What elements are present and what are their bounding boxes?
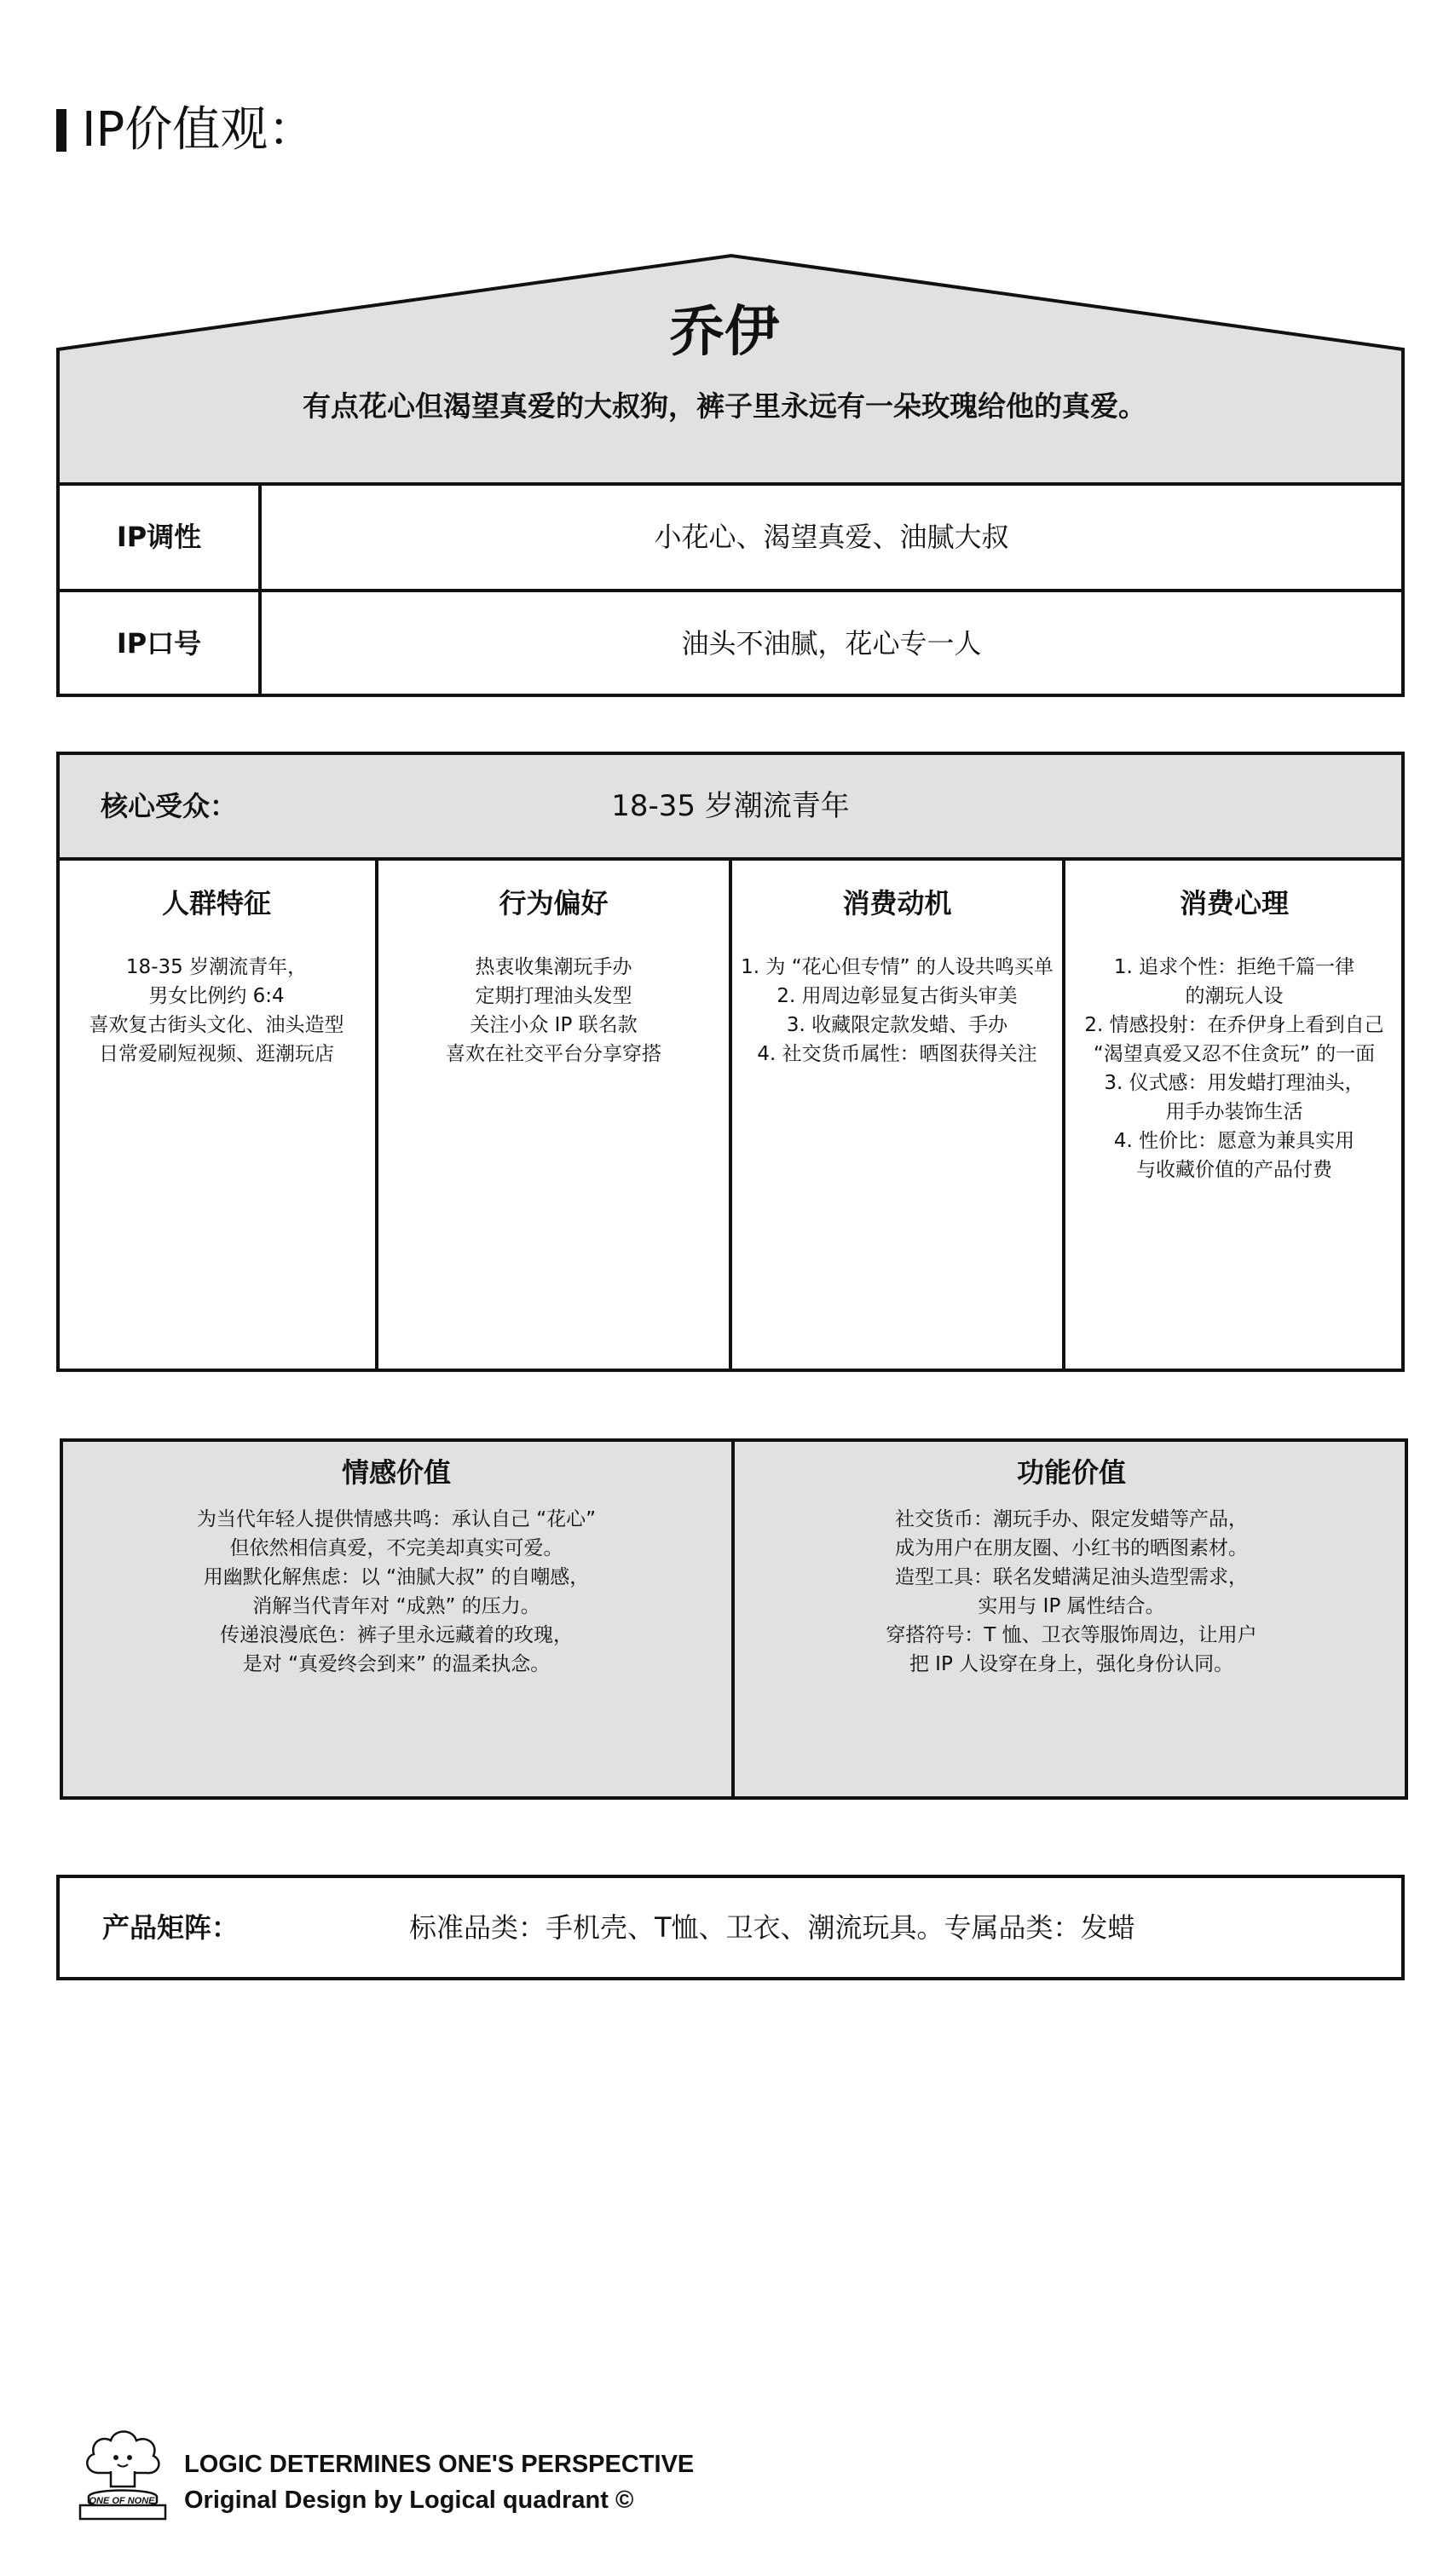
column-title: 行为偏好 bbox=[499, 887, 609, 919]
column-title: 消费动机 bbox=[842, 887, 952, 919]
column-divider bbox=[729, 857, 732, 1372]
brand-logo-icon bbox=[73, 2423, 172, 2526]
column-text: 热衷收集潮玩手办 定期打理油头发型 关注小众 IP 联名款 喜欢在社交平台分享穿搭 bbox=[446, 956, 661, 1065]
product-matrix-label: 产品矩阵： bbox=[102, 1911, 240, 1944]
ip-slogan-label: IP口号 bbox=[116, 627, 202, 660]
column-text: 18-35 岁潮流青年， 男女比例约 6:4 喜欢复古街头文化、油头造型 日常爱刷短视频、逛潮玩店 bbox=[89, 956, 344, 1065]
emotional-value-title: 情感价值 bbox=[341, 1456, 451, 1489]
product-matrix-value: 标准品类：手机壳、T恤、卫衣、潮流玩具。专属品类：发蜡 bbox=[409, 1911, 1135, 1944]
audience-value: 18-35 岁潮流青年 bbox=[611, 789, 850, 823]
ip-slogan: 有点花心但渴望真爱的大叔狗，裤子里永远有一朵玫瑰给他的真爱。 bbox=[303, 389, 1146, 423]
column-text: 1. 为 “花心但专情” 的人设共鸣买单 2. 用周边彰显复古街头审美 3. 收藏限定款发蜡、手办 4. 社交货币属性：晒图获得关注 bbox=[741, 956, 1054, 1065]
brand-logo-text: ONE OF NONE bbox=[89, 2496, 155, 2506]
ip-roof-fill bbox=[58, 256, 1403, 484]
column-title: 人群特征 bbox=[161, 887, 271, 919]
functional-value-title: 功能价值 bbox=[1016, 1456, 1126, 1489]
emotional-value-text: 为当代年轻人提供情感共鸣：承认自己 “花心” 但依然相信真爱，不完美却真实可爱。 用幽默化解焦虑：以 “油腻大叔” 的自嘲感， 消解当代青年对 “成熟” 的压力。 传递浪漫底色：裤子里永远藏着的玫瑰， 是对 “真爱终会到来” 的温柔执念。 bbox=[196, 1508, 597, 1675]
page-heading: IP价值观： bbox=[82, 102, 316, 158]
audience-label: 核心受众： bbox=[101, 790, 238, 822]
ip-name: 乔伊 bbox=[670, 301, 779, 364]
footer-credit: Original Design by Logical quadrant © bbox=[184, 2487, 634, 2514]
functional-value-text: 社交货币：潮玩手办、限定发蜡等产品， 成为用户在朋友圈、小红书的晒图素材。 造型工具：联名发蜡满足油头造型需求， 实用与 IP 属性结合。 穿搭符号：T 恤、卫衣等服饰周边，让用户 把 IP 人设穿在身上，强化身份认同。 bbox=[886, 1508, 1257, 1675]
ip-slogan-value: 油头不油腻，花心专一人 bbox=[681, 627, 982, 660]
column-text: 1. 追求个性：拒绝千篇一律 的潮玩人设 2. 情感投射：在乔伊身上看到自己 “渴望真爱又忍不住贪玩” 的一面 3. 仪式感：用发蜡打理油头， 用手办装饰生活 4. 性价比：愿意为兼具实用 与收藏价值的产品付费 bbox=[1084, 956, 1384, 1181]
column-title: 消费心理 bbox=[1179, 887, 1289, 919]
column-divider bbox=[375, 857, 378, 1372]
ip-tone-label: IP调性 bbox=[116, 521, 202, 553]
footer-tagline: LOGIC DETERMINES ONE'S PERSPECTIVE bbox=[184, 2451, 695, 2478]
ip-tone-value: 小花心、渴望真爱、油腻大叔 bbox=[654, 521, 1009, 553]
